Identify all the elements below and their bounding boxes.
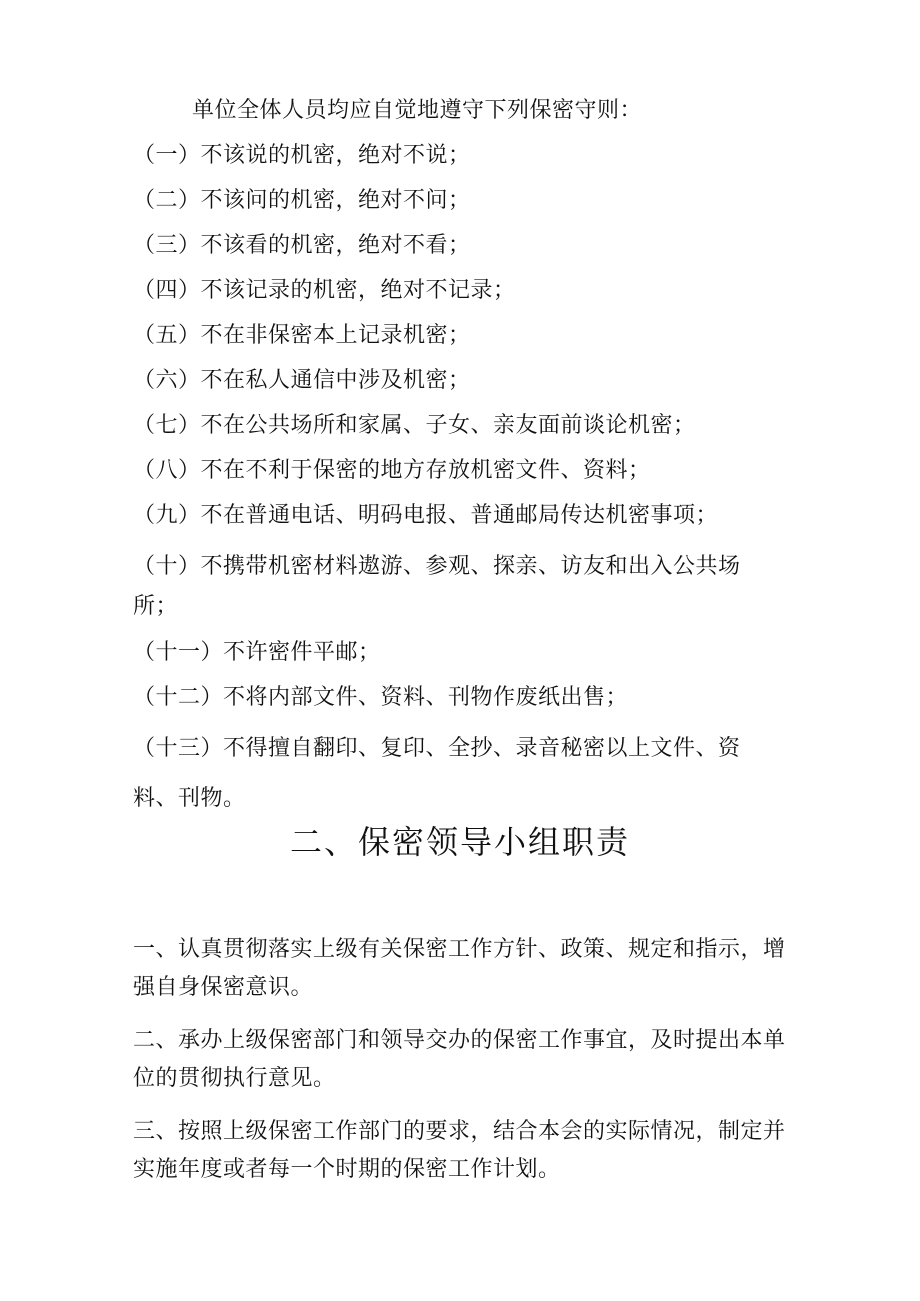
rule-4: （四）不该记录的机密，绝对不记录； xyxy=(133,278,516,303)
rule-2: （二）不该问的机密，绝对不问； xyxy=(133,188,471,213)
duty-1: 一、认真贯彻落实上级有关保密工作方针、政策、规定和指示，增强自身保密意识。 xyxy=(133,937,786,1000)
rule-5: （五）不在非保密本上记录机密； xyxy=(133,323,471,348)
duty-3: 三、按照上级保密工作部门的要求，结合本会的实际情况，制定并实施年度或者每一个时期的保密工作计划。 xyxy=(133,1119,786,1182)
rule-11: （十一）不许密件平邮； xyxy=(133,640,381,665)
rule-12: （十二）不将内部文件、资料、刊物作废纸出售； xyxy=(133,685,629,710)
rule-6: （六）不在私人通信中涉及机密； xyxy=(133,368,471,393)
rule-9: （九）不在普通电话、明码电报、普通邮局传达机密事项； xyxy=(133,503,719,528)
rule-10-cont: 所； xyxy=(133,594,179,619)
intro-line: 单位全体人员均应自觉地遵守下列保密守则： xyxy=(192,98,643,123)
rule-1: （一）不该说的机密，绝对不说； xyxy=(133,143,471,168)
section-heading: 二、保密领导小组职责 xyxy=(289,823,630,861)
rule-13-cont: 料、刊物。 xyxy=(133,786,246,811)
duty-2: 二、承办上级保密部门和领导交办的保密工作事宜，及时提出本单位的贯彻执行意见。 xyxy=(133,1028,786,1091)
rule-7: （七）不在公共场所和家属、子女、亲友面前谈论机密； xyxy=(133,413,696,438)
rule-13: （十三）不得擅自翻印、复印、全抄、录音秘密以上文件、资 xyxy=(133,736,741,761)
rule-8: （八）不在不利于保密的地方存放机密文件、资料； xyxy=(133,458,651,483)
rule-10: （十）不携带机密材料遨游、参观、探亲、访友和出入公共场 xyxy=(133,554,741,579)
rule-3: （三）不该看的机密，绝对不看； xyxy=(133,233,471,258)
